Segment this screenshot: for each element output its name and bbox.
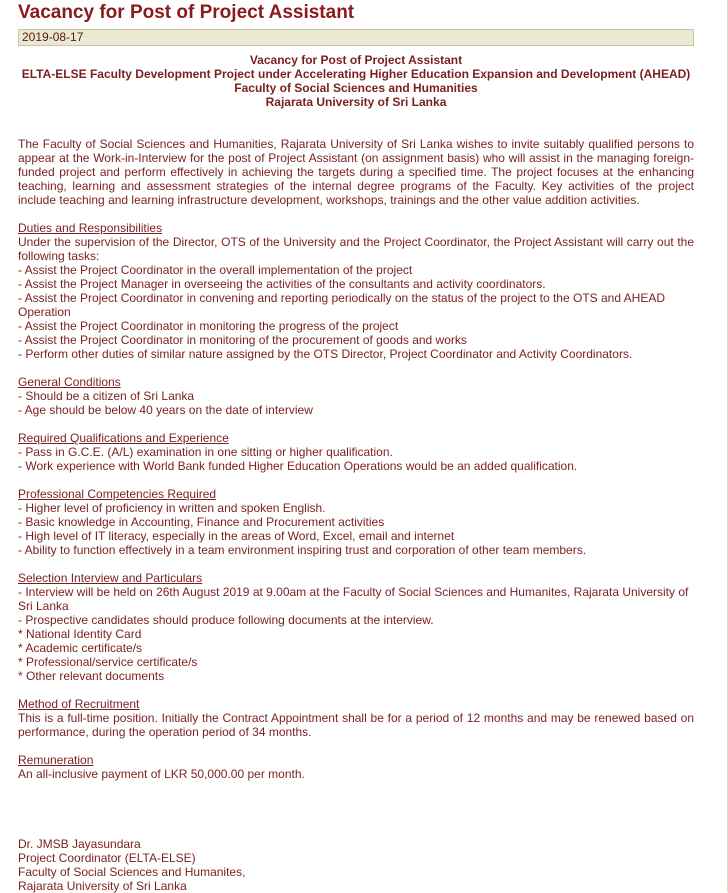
intro-paragraph: The Faculty of Social Sciences and Humanities, Rajarata University of Sri Lanka wishes to invite suitably qualified persons to appear at the Work-in-Interview for the post of Project Assistant (on assignment basis) who will assist in the managing foreign-funded project and perform effectively in achieving the targets during a specified time. The project focuses at the enhancing teaching, learning and assessment strategies of the internal degree programs of the Faculty. Key activities of the project include teaching and learning infrastructure development, workshops, trainings and the other value addition activities. bbox=[18, 137, 694, 207]
qualifications-list bbox=[18, 445, 694, 473]
general-conditions-list bbox=[18, 389, 694, 417]
duties-intro: Under the supervision of the Director, OTS of the University and the Project Coordinator, the Project Assistant will carry out the following tasks: bbox=[18, 235, 694, 263]
date-bar bbox=[18, 29, 694, 46]
list-item: - Assist the Project Coordinator in monitoring the progress of the project bbox=[18, 319, 399, 333]
qualifications-title: Required Qualifications and Experience bbox=[18, 431, 229, 445]
signature-line: Project Coordinator (ELTA-ELSE) bbox=[18, 851, 196, 865]
list-item: * Professional/service certificate/s bbox=[18, 655, 198, 669]
selection-list bbox=[18, 585, 694, 683]
page-title: Vacancy for Post of Project Assistant bbox=[18, 2, 355, 23]
list-item: * National Identity Card bbox=[18, 627, 142, 641]
list-item: * Academic certificate/s bbox=[18, 641, 143, 655]
remuneration-text: An all-inclusive payment of LKR 50,000.00 per month. bbox=[18, 767, 305, 781]
list-item: - Pass in G.C.E. (A/L) examination in one sitting or higher qualification. bbox=[18, 445, 393, 459]
general-conditions-title: General Conditions bbox=[18, 375, 121, 389]
article-body bbox=[18, 53, 694, 893]
list-item: - High level of IT literacy, especially in the areas of Word, Excel, email and internet bbox=[18, 529, 455, 543]
list-item: - Prospective candidates should produce following documents at the interview. bbox=[18, 613, 434, 627]
signature-line: Rajarata University of Sri Lanka bbox=[18, 879, 187, 893]
list-item: - Higher level of proficiency in written and spoken English. bbox=[18, 501, 326, 515]
list-item: - Interview will be held on 26th August 2019 at 9.00am at the Faculty of Social Sciences and Humanites, Rajarata University of Sri Lanka bbox=[18, 585, 689, 613]
list-item: - Basic knowledge in Accounting, Finance and Procurement activities bbox=[18, 515, 385, 529]
list-item: - Assist the Project Coordinator in monitoring of the procurement of goods and works bbox=[18, 333, 467, 347]
competencies-title: Professional Competencies Required bbox=[18, 487, 217, 501]
article-heading bbox=[18, 53, 694, 109]
signature-line: Faculty of Social Sciences and Humanites, bbox=[18, 865, 246, 879]
list-item: - Work experience with World Bank funded Higher Education Operations would be an added qualification. bbox=[18, 459, 578, 473]
signature-line: Dr. JMSB Jayasundara bbox=[18, 837, 141, 851]
heading-line: Faculty of Social Sciences and Humanities bbox=[234, 81, 478, 95]
duties-list bbox=[18, 263, 694, 361]
heading-line: Vacancy for Post of Project Assistant bbox=[249, 53, 463, 67]
list-item: - Assist the Project Manager in overseeing the activities of the consultants and activity coordinators. bbox=[18, 277, 546, 291]
list-item: - Should be a citizen of Sri Lanka bbox=[18, 389, 195, 403]
remuneration-title: Remuneration bbox=[18, 753, 94, 767]
method-text: This is a full-time position. Initially the Contract Appointment shall be for a period of 12 months and may be renewed based on performance, during the operation period of 34 months. bbox=[18, 711, 694, 739]
list-item: - Ability to function effectively in a team environment inspiring trust and corporation of other team members. bbox=[18, 543, 587, 557]
signature-block bbox=[18, 837, 694, 893]
heading-line: ELTA-ELSE Faculty Development Project under Accelerating Higher Education Expansion and Development (AHEAD) bbox=[21, 67, 691, 81]
post-date: 2019-08-17 bbox=[22, 30, 84, 44]
method-title: Method of Recruitment bbox=[18, 697, 140, 711]
list-item: - Perform other duties of similar nature assigned by the OTS Director, Project Coordinator and Activity Coordinators. bbox=[18, 347, 633, 361]
heading-line: Rajarata University of Sri Lanka bbox=[265, 95, 447, 109]
list-item: * Other relevant documents bbox=[18, 669, 165, 683]
duties-title: Duties and Responsibilities bbox=[18, 221, 163, 235]
competencies-list bbox=[18, 501, 694, 557]
list-item: - Age should be below 40 years on the date of interview bbox=[18, 403, 313, 417]
list-item: - Assist the Project Coordinator in the overall implementation of the project bbox=[18, 263, 413, 277]
selection-title: Selection Interview and Particulars bbox=[18, 571, 203, 585]
list-item: - Assist the Project Coordinator in convening and reporting periodically on the status of the project to the OTS and AHEAD Operation bbox=[18, 291, 666, 319]
